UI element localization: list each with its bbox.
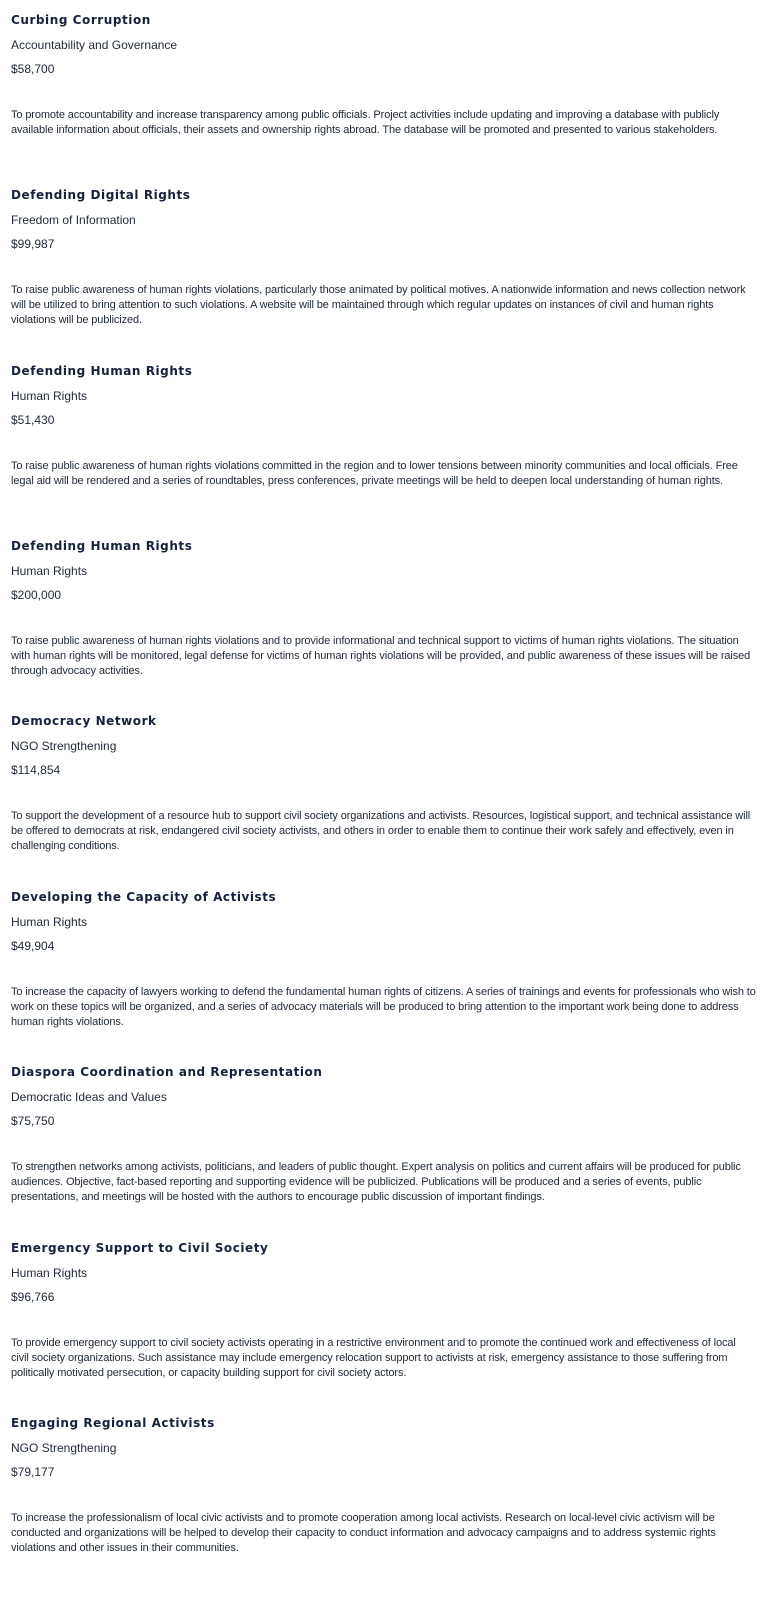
grant-title: Engaging Regional Activists (11, 1416, 215, 1430)
grant-category: Human Rights (11, 389, 88, 403)
grant-amount: $99,987 (11, 237, 55, 251)
grant-amount: $79,177 (11, 1465, 55, 1479)
grant-description: To strengthen networks among activists, politicians, and leaders of public thought. Expert analysis on politics and current affairs will be produced for public audiences. Objective, fact-based reporting and supporting evidence will be publicized. Publications will be produced and a series of events, public presentations, and meetings will be hosted with the authors to encourage public discussion of important findings. (11, 1161, 741, 1203)
grant-amount: $51,430 (11, 413, 55, 427)
grant-category: Human Rights (11, 1266, 88, 1280)
grant-amount: $75,750 (11, 1114, 55, 1128)
grant-title: Democracy Network (11, 714, 157, 728)
grant-description: To promote accountability and increase transparency among public officials. Project activities include updating and improving a database with publicly available information about officials, their assets and ownership rights abroad. The database will be promoted and presented to various stakeholders. (11, 109, 720, 136)
grant-title: Developing the Capacity of Activists (11, 890, 277, 904)
grant-category: NGO Strengthening (11, 739, 117, 753)
grant-amount: $49,904 (11, 939, 55, 953)
grant-title: Defending Human Rights (11, 539, 193, 553)
grant-category: Freedom of Information (11, 213, 136, 227)
grant-category: Human Rights (11, 915, 88, 929)
grant-title: Defending Human Rights (11, 364, 193, 378)
grant-title: Diaspora Coordination and Representation (11, 1065, 323, 1079)
grant-category: Democratic Ideas and Values (11, 1090, 167, 1104)
grant-category: Accountability and Governance (11, 38, 178, 52)
grant-description: To raise public awareness of human rights violations and to provide informational and technical support to victims of human rights violations. The situation with human rights will be monitored, legal defense for victims of human rights violations will be provided, and public awareness of these issues will be raised through advocacy activities. (11, 635, 751, 677)
grant-title: Curbing Corruption (11, 13, 151, 27)
grant-amount: $96,766 (11, 1290, 55, 1304)
grant-amount: $200,000 (11, 588, 62, 602)
grant-category: NGO Strengthening (11, 1441, 117, 1455)
grant-title: Defending Digital Rights (11, 188, 191, 202)
grant-title: Emergency Support to Civil Society (11, 1241, 269, 1255)
grant-description: To raise public awareness of human rights violations committed in the region and to lower tensions between minority communities and local officials. Free legal aid will be rendered and a series of roundtables, press conferences, private meetings will be held to deepen local understanding of human rights. (11, 460, 738, 487)
grant-description: To provide emergency support to civil society activists operating in a restrictive environment and to promote the continued work and effectiveness of local civil society organizations. Such assistance may include emergency relocation support to activists at risk, emergency assistance to those suffering from politically motivated persecution, or capacity building support for civil society actors. (11, 1337, 736, 1379)
grant-amount: $114,854 (11, 763, 61, 777)
grant-amount: $58,700 (11, 62, 55, 76)
grant-category: Human Rights (11, 564, 88, 578)
grant-description: To raise public awareness of human rights violations, particularly those animated by political motives. A nationwide information and news collection network will be utilized to bring attention to such violations. A website will be maintained through which regular updates on instances of civil and human rights violations will be publicized. (11, 284, 746, 326)
grant-description: To increase the capacity of lawyers working to defend the fundamental human rights of citizens. A series of trainings and events for professionals who wish to work on these topics will be organized, and a series of advocacy materials will be produced to bring attention to the important work being done to address human rights violations. (11, 986, 756, 1028)
grant-description: To increase the professionalism of local civic activists and to promote cooperation among local activists. Research on local-level civic activism will be conducted and organizations will be helped to develop their capacity to conduct information and advocacy campaigns and to address systemic rights violations and other issues in their communities. (11, 1512, 716, 1554)
grant-description: To support the development of a resource hub to support civil society organizations and activists. Resources, logistical support, and technical assistance will be offered to democrats at risk, endangered civil society activists, and others in order to enable them to continue their work safely and effectively, even in challenging conditions. (11, 810, 751, 852)
